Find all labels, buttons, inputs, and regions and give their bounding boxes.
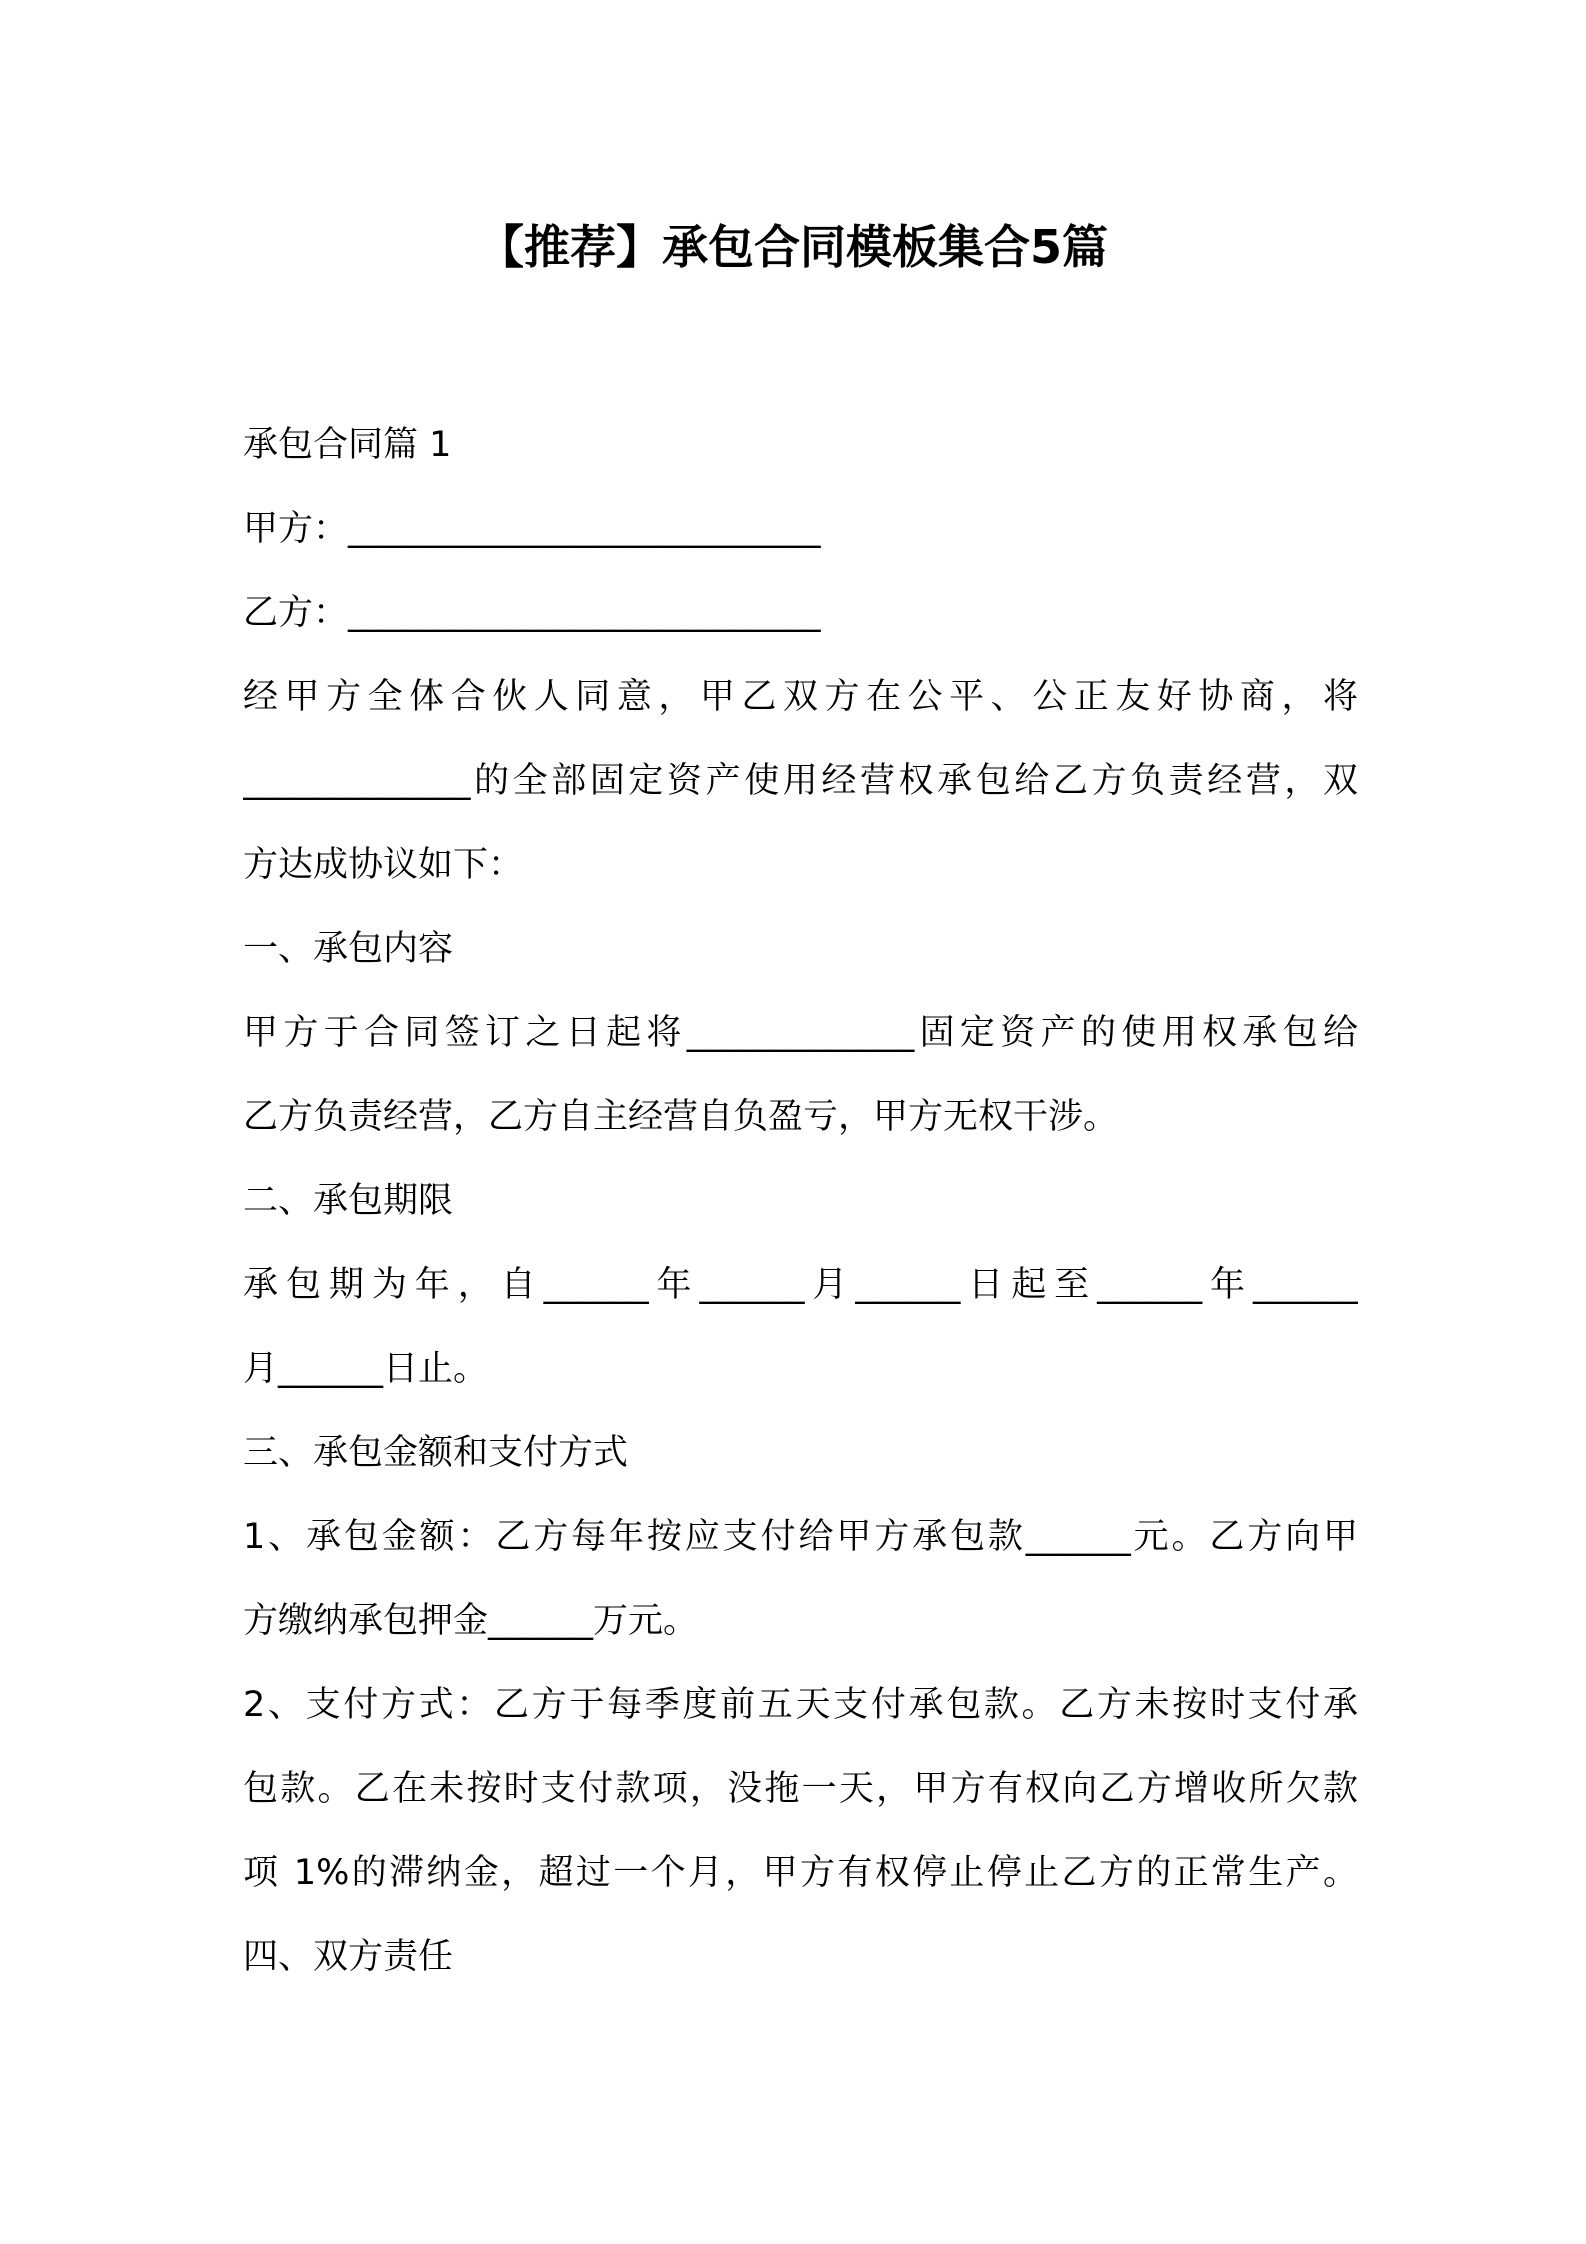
paragraph-line: 甲方于合同签订之日起将_____________固定资产的使用权承包给 (243, 1013, 1358, 1053)
paragraph-line: 月______日止。 (243, 1349, 489, 1389)
document-title: 【推荐】承包合同模板集合5篇 (477, 220, 1108, 274)
paragraph-line: 乙方负责经营，乙方自主经营自负盈亏，甲方无权干涉。 (243, 1097, 1119, 1137)
paragraph-line: 方缴纳承包押金______万元。 (243, 1601, 699, 1641)
paragraph-line: _____________的全部固定资产使用经营权承包给乙方负责经营，双 (243, 761, 1358, 801)
party-a-line: 甲方：___________________________ (243, 509, 821, 549)
section-heading-contract-1: 承包合同篇 1 (243, 425, 452, 465)
paragraph-line: 2、支付方式：乙方于每季度前五天支付承包款。乙方未按时支付承 (243, 1685, 1358, 1725)
paragraph-line: 承包期为年，自______年______月______日起至______年______ (243, 1265, 1358, 1305)
paragraph-line: 包款。乙在未按时支付款项，没拖一天，甲方有权向乙方增收所欠款 (243, 1769, 1358, 1809)
section-heading-content: 一、承包内容 (243, 929, 454, 969)
section-heading-payment: 三、承包金额和支付方式 (243, 1433, 629, 1473)
party-b-line: 乙方：___________________________ (243, 593, 821, 633)
section-heading-term: 二、承包期限 (243, 1181, 454, 1221)
paragraph-line: 项 1%的滞纳金，超过一个月，甲方有权停止停止乙方的正常生产。 (243, 1853, 1358, 1893)
paragraph-line: 经甲方全体合伙人同意，甲乙双方在公平、公正友好协商，将 (243, 677, 1358, 717)
paragraph-line: 方达成协议如下： (243, 845, 524, 885)
paragraph-line: 1、承包金额：乙方每年按应支付给甲方承包款______元。乙方向甲 (243, 1517, 1358, 1557)
document-body (243, 403, 1358, 1999)
section-heading-responsibilities: 四、双方责任 (243, 1937, 454, 1977)
